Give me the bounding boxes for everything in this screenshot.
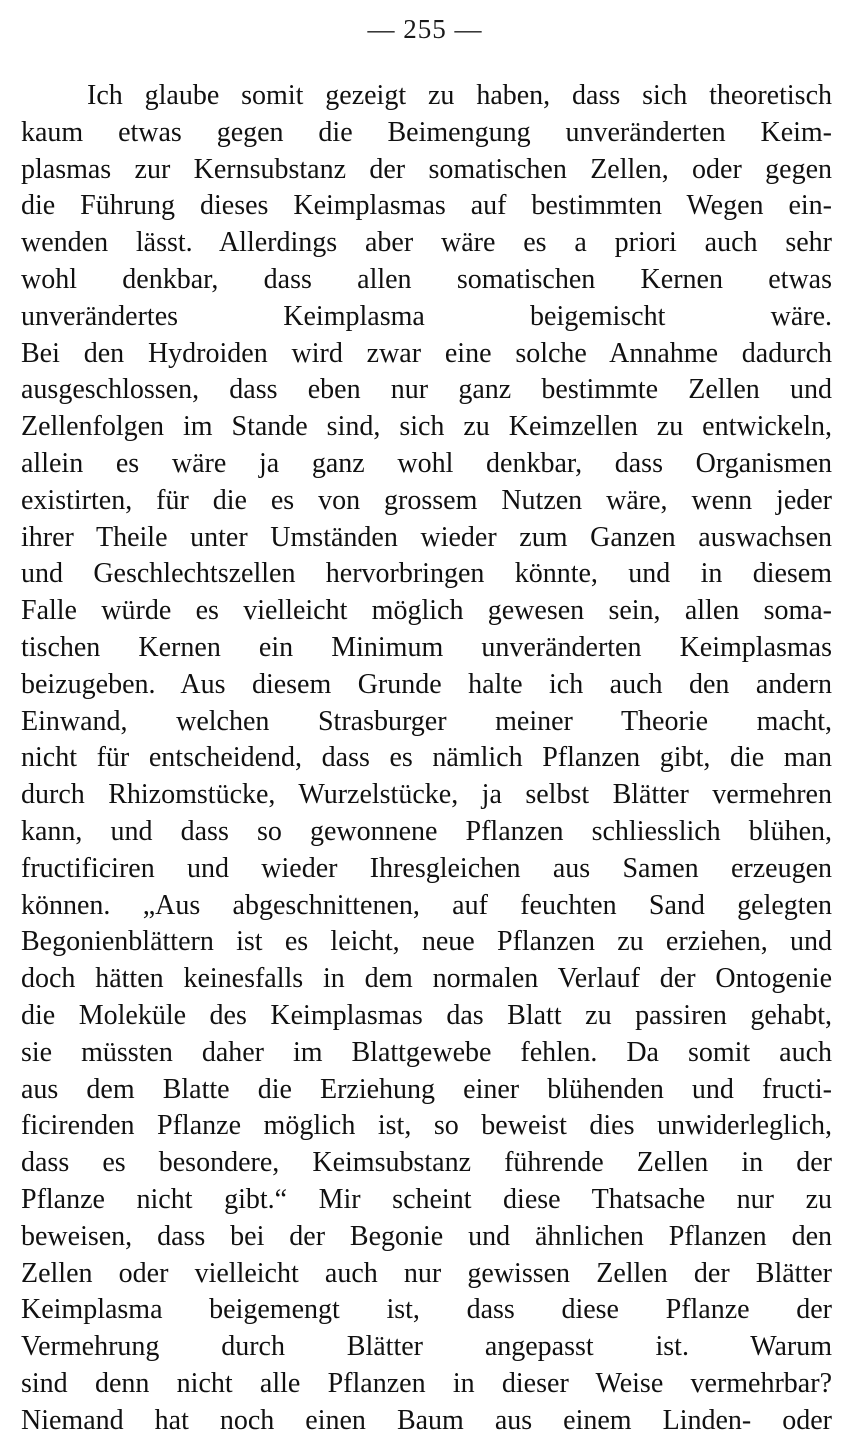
page-number: — 255 — [367, 14, 483, 44]
text-line: beweisen, dass bei der Begonie und ähnlichen Pflanzen den [21, 1220, 832, 1252]
body-text [21, 78, 832, 1439]
text-line: können. „Aus abgeschnittenen, auf feuchten Sand gelegten [21, 889, 832, 921]
text-line: Bei den Hydroiden wird zwar eine solche Annahme dadurch [21, 337, 832, 369]
text-line: Zellen oder vielleicht auch nur gewissen Zellen der Blätter [21, 1257, 832, 1289]
text-line: sind denn nicht alle Pflanzen in dieser Weise vermehrbar? [21, 1367, 832, 1399]
text-line: plasmas zur Kernsubstanz der somatischen Zellen, oder gegen [21, 153, 832, 185]
text-line: und Geschlechtszellen hervorbringen könnte, und in diesem [21, 558, 832, 590]
text-line: aus dem Blatte die Erziehung einer blühenden und fructi- [21, 1073, 832, 1105]
text-line: ficirenden Pflanze möglich ist, so beweist dies unwiderleglich, [21, 1110, 832, 1142]
text-line: Zellenfolgen im Stande sind, sich zu Keimzellen zu entwickeln, [21, 411, 832, 443]
text-line: kann, und dass so gewonnene Pflanzen schliesslich blühen, [21, 815, 832, 847]
text-line: die Moleküle des Keimplasmas das Blatt zu passiren gehabt, [21, 999, 832, 1031]
text-line: Ich glaube somit gezeigt zu haben, dass sich theoretisch [87, 80, 832, 111]
text-line: unverändertes Keimplasma beigemischt wäre. [21, 300, 832, 332]
text-line: ausgeschlossen, dass eben nur ganz bestimmte Zellen und [21, 374, 832, 406]
text-line: Einwand, welchen Strasburger meiner Theorie macht, [21, 705, 832, 737]
text-line: allein es wäre ja ganz wohl denkbar, dass Organismen [21, 447, 832, 479]
text-line: die Führung dieses Keimplasmas auf bestimmten Wegen ein- [21, 190, 832, 222]
text-line: Niemand hat noch einen Baum aus einem Linden- oder [21, 1404, 832, 1436]
text-line: kaum etwas gegen die Beimengung unveränderten Keim- [21, 116, 832, 148]
text-line: Falle würde es vielleicht möglich gewesen sein, allen soma- [21, 595, 832, 627]
text-line: fructificiren und wieder Ihresgleichen aus Samen erzeugen [21, 852, 832, 884]
text-line: nicht für entscheidend, dass es nämlich Pflanzen gibt, die man [21, 742, 832, 774]
text-line: wenden lässt. Allerdings aber wäre es a priori auch sehr [21, 227, 832, 259]
text-line: wohl denkbar, dass allen somatischen Kernen etwas [21, 263, 832, 295]
text-line: durch Rhizomstücke, Wurzelstücke, ja selbst Blätter vermehren [21, 779, 832, 811]
text-line: Vermehrung durch Blätter angepasst ist. Warum [21, 1331, 832, 1363]
text-line: beizugeben. Aus diesem Grunde halte ich auch den andern [21, 668, 832, 700]
text-line: sie müssten daher im Blattgewebe fehlen. Da somit auch [21, 1036, 832, 1068]
text-line: tischen Kernen ein Minimum unveränderten Keimplasmas [21, 631, 832, 663]
text-line: ihrer Theile unter Umständen wieder zum Ganzen auswachsen [21, 521, 832, 553]
text-line: existirten, für die es von grossem Nutzen wäre, wenn jeder [21, 484, 832, 516]
text-line: Pflanze nicht gibt.“ Mir scheint diese Thatsache nur zu [21, 1183, 832, 1215]
text-line: Keimplasma beigemengt ist, dass diese Pflanze der [21, 1294, 832, 1326]
text-line: doch hätten keinesfalls in dem normalen Verlauf der Ontogenie [21, 963, 832, 995]
text-line: dass es besondere, Keimsubstanz führende Zellen in der [21, 1147, 832, 1179]
text-line: Begonienblättern ist es leicht, neue Pflanzen zu erziehen, und [21, 926, 832, 958]
